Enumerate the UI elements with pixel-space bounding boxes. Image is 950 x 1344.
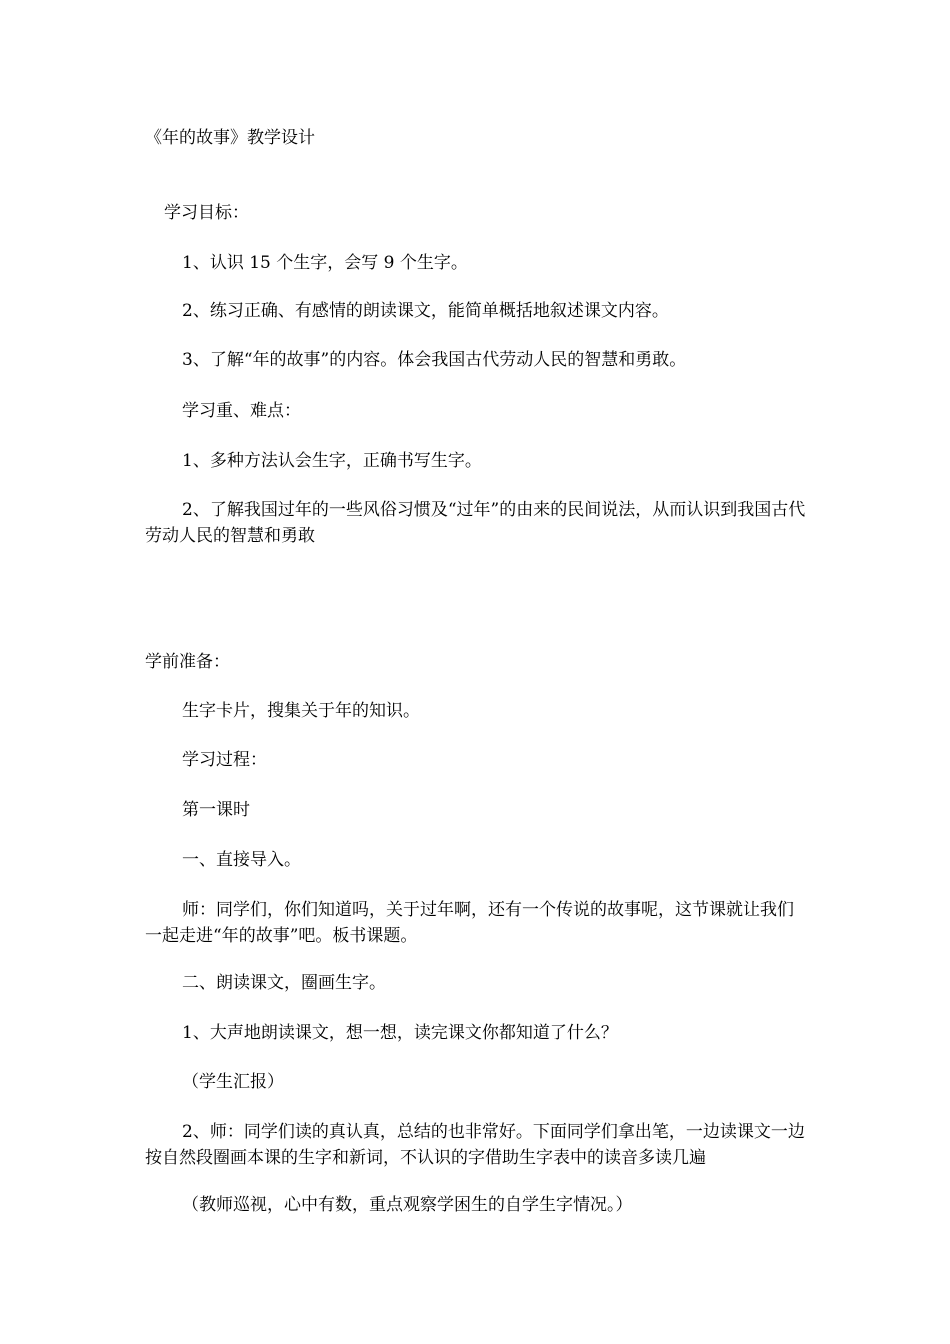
step-heading-1: 一、直接导入。	[182, 850, 301, 870]
process-heading: 学习过程：	[182, 750, 267, 770]
keypoint-item-2: 2、了解我国过年的一些风俗习惯及“过年”的由来的民间说法，从而认识到我国古代劳动人民的智慧和勇敢	[145, 500, 806, 546]
task-item-2: 2、师：同学们读的真认真，总结的也非常好。下面同学们拿出笔，一边读课文一边按自然段圈画本课的生字和新词，不认识的字借助生字表中的读音多读几遍	[145, 1122, 805, 1168]
goal-item-2: 2、练习正确、有感情的朗读课文，能简单概括地叙述课文内容。	[182, 301, 669, 321]
document-title: 《年的故事》教学设计	[145, 128, 315, 148]
keypoint-item-1: 1、多种方法认会生字，正确书写生字。	[182, 451, 482, 471]
keypoints-heading: 学习重、难点：	[182, 401, 301, 421]
prep-text: 生字卡片，搜集关于年的知识。	[182, 701, 420, 721]
prep-heading: 学前准备：	[145, 652, 230, 672]
lesson-heading: 第一课时	[182, 800, 250, 820]
teacher-intro-paragraph: 师：同学们，你们知道吗，关于过年啊，还有一个传说的故事呢，这节课就让我们一起走进“年的故事”吧。板书课题。	[145, 900, 794, 946]
step-heading-2: 二、朗读课文，圈画生字。	[182, 973, 386, 993]
goal-item-1: 1、认识 15 个生字，会写 9 个生字。	[182, 253, 468, 273]
task-item-1: 1、大声地朗读课文，想一想，读完课文你都知道了什么？	[182, 1023, 618, 1043]
goals-heading: 学习目标：	[164, 203, 249, 223]
student-report-note: （学生汇报）	[182, 1072, 284, 1092]
goal-item-3: 3、了解“年的故事”的内容。体会我国古代劳动人民的智慧和勇敢。	[182, 350, 687, 370]
teacher-note: （教师巡视，心中有数，重点观察学困生的自学生字情况。）	[182, 1195, 633, 1215]
